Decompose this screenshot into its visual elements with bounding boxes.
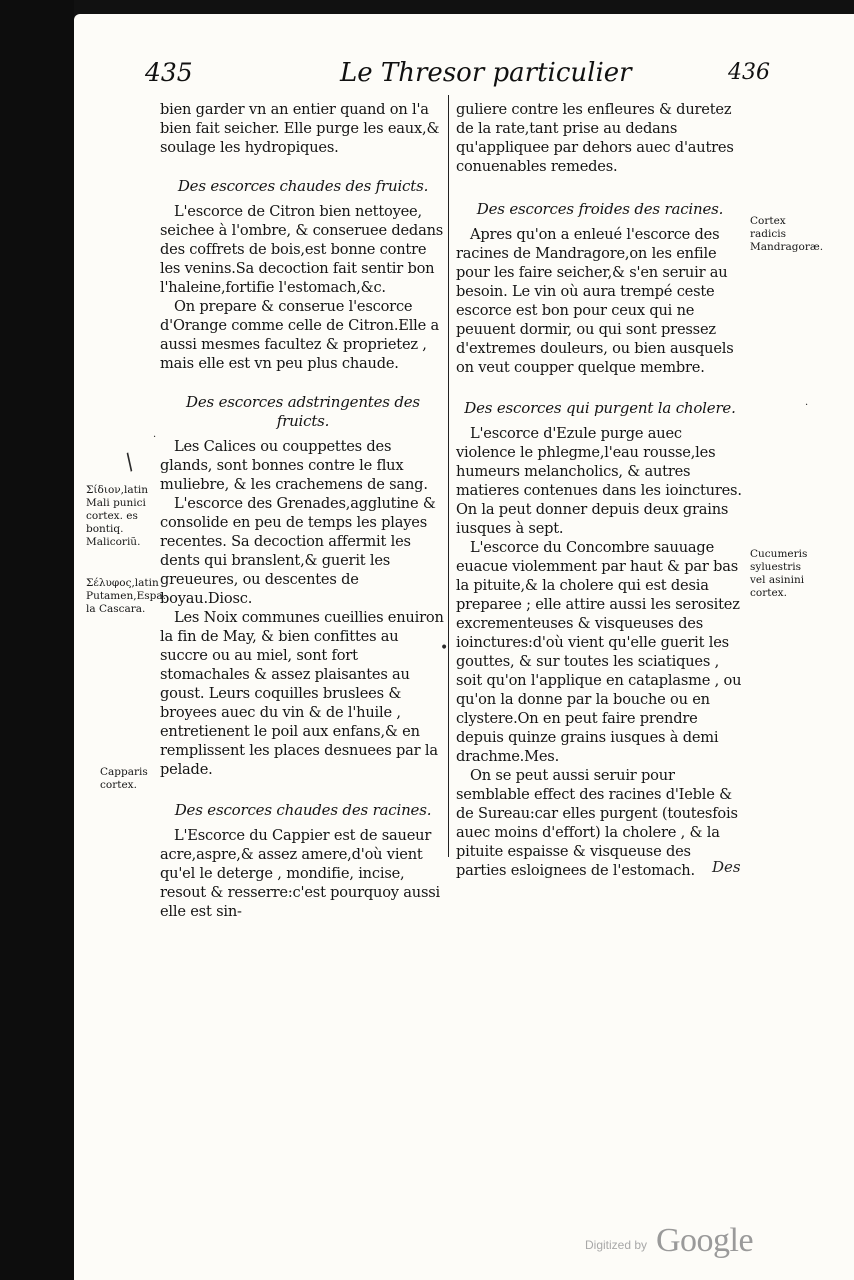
running-title: Le Thresor particulier (340, 58, 632, 88)
section-heading: Des escorces chaudes des racines. (174, 801, 432, 819)
paragraph: L'Escorce du Cappier est de saueur acre,aspre,& assez amere,d'où vient qu'el le deterge , mondifie, incise, resout & resserre:c'est pourquoy aussi elle est sin- (160, 827, 441, 920)
ink-speck: · (153, 432, 157, 443)
section-heading: Des escorces adstringentes des fruicts. (186, 393, 420, 430)
margin-note: Σέλυφος,latin Putamen,Espa. la Cascara. (86, 577, 166, 615)
margin-note: Capparis cortex. (100, 766, 148, 791)
paragraph: Apres qu'on a enleué l'escorce des racines de Mandragore,on les enfile pour les faire seicher,& s'en seruir au besoin. Le vin où aura trempé ceste escorce est bon pour ceux qui ne peuuent dormir, ou qui sont pressez d'extremes douleurs, ou bien ausquels on veut coupper quelque membre. (456, 226, 734, 376)
paragraph: guliere contre les enfleures & duretez de la rate,tant prise au dedans qu'appliquee par dehors auec d'autres conuenables remedes. (456, 101, 734, 175)
right-column (456, 100, 744, 880)
ink-speck: • (440, 640, 449, 656)
column-divider (448, 95, 449, 857)
google-watermark-logo: Google (656, 1222, 754, 1259)
margin-note: Cucumeris syluestris vel asinini cortex. (750, 548, 808, 599)
scan-dark-edge (0, 0, 74, 1280)
paragraph: Les Calices ou couppettes des glands, sont bonnes contre le flux muliebre, & les crachemens de sang. (160, 438, 428, 493)
digitized-label: Digitized by (585, 1238, 648, 1252)
paragraph: L'escorce des Grenades,agglutine & consolide en peu de temps les playes recentes. Sa decoction affermit les dents qui branslent,& guerit les greueures, ou descentes de boyau.Diosc. (160, 495, 436, 607)
paragraph: On se peut aussi seruir pour semblable effect des racines d'Ieble & de Sureau:car elles purgent (toutesfois auec moins d'effort) la cholere , & la pituite espaisse & visqueuse des parties esloignees de l'estomach. (456, 767, 738, 879)
section-heading: Des escorces froides des racines. (476, 200, 724, 218)
ink-mark: / (120, 449, 140, 476)
catchword: Des (712, 858, 741, 876)
margin-note: Σίδιον,latin Mali punici cortex. es bontiq. Malicoriũ. (86, 484, 148, 548)
paragraph: L'escorce d'Ezule purge auec violence le phlegme,l'eau rousse,les humeurs melancholics, & autres matieres contenues dans les ioinctures. On la peut donner depuis deux grains iusques à sept. (456, 425, 742, 537)
section-heading: Des escorces chaudes des fruicts. (177, 177, 429, 195)
ink-speck: · (805, 400, 809, 411)
left-column (160, 100, 449, 921)
paragraph: L'escorce du Concombre sauuage euacue violemment par haut & par bas la pituite,& la cholere qui est desia preparee ; elle attire aussi les serositez excrementeuses & visqueuses des ioinctures:d'où vient qu'elle guerit les gouttes, & sur toutes les sciatiques , soit qu'on l'applique en cataplasme , ou qu'on la donne par la bouche ou en clystere.On en peut faire prendre depuis quinze grains iusques à demi drachme.Mes. (456, 539, 742, 765)
margin-note: Cortex radicis Mandragoræ. (750, 215, 824, 253)
paragraph: Les Noix communes cueillies enuiron la fin de May, & bien confittes au succre ou au miel, sont fort stomachales & assez plaisantes au goust. Leurs coquilles bruslees & broyees auec du vin & de l'huile , entretienent le poil aux enfans,& en remplissent les places desnuees par la pelade. (160, 609, 444, 778)
paragraph: bien garder vn an entier quand on l'a bien fait seicher. Elle purge les eaux,& soulage les hydropiques. (160, 101, 440, 156)
section-heading: Des escorces qui purgent la cholere. (464, 399, 736, 417)
paragraph: L'escorce de Citron bien nettoyee, seichee à l'ombre, & conseruee dedans des coffrets de bois,est bonne contre les venins.Sa decoction fait sentir bon l'haleine,fortifie l'estomach,&c. (160, 203, 444, 296)
paragraph: On prepare & conserue l'escorce d'Orange comme celle de Citron.Elle a aussi mesmes facultez & proprietez , mais elle est vn peu plus chaude. (160, 298, 440, 372)
page-number-left: 435 (145, 58, 193, 87)
page-number-right: 436 (728, 60, 770, 85)
